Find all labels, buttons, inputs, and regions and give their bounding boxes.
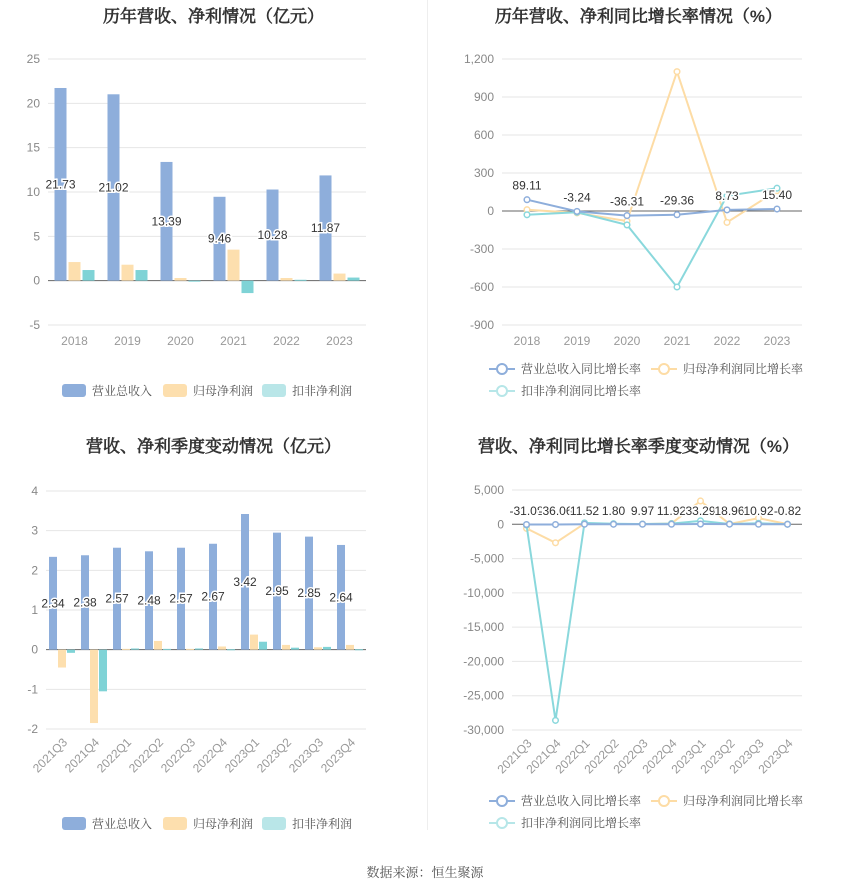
legend-item-revenue-growth[interactable] [489,792,641,809]
x-tick-label: 2023Q3 [286,735,327,776]
y-tick-label: 10 [26,185,40,199]
legend-label: 营业总收入同比增长率 [521,362,642,376]
y-tick-label: 15 [26,140,40,155]
bar [195,648,203,649]
data-label: -31.08 [509,504,544,518]
legend-item-deducted[interactable] [262,382,352,399]
legend [427,792,850,837]
legend-item-deducted-growth[interactable] [489,814,641,831]
y-tick-label: 300 [473,166,494,180]
data-label: 2.38 [73,595,97,610]
x-tick-label: 2019 [563,334,591,348]
quarterly-revenue-profit-panel [0,430,427,845]
x-tick-label: 2022Q2 [126,735,167,776]
y-tick-label: -25,000 [463,688,504,703]
legend-label: 营业总收入 [92,817,153,831]
x-tick-label: 2018 [513,334,541,348]
data-point [698,521,704,527]
data-point [524,522,530,528]
legend-swatch [262,384,286,397]
data-label: 8.73 [715,188,739,203]
legend-label: 扣非净利润同比增长率 [521,816,642,830]
bar [250,635,258,650]
bar [122,265,134,281]
annual-revenue-profit-panel [0,0,427,415]
data-source: 数据来源：恒生聚源 [366,865,484,880]
bar [99,650,107,692]
legend-swatch [489,362,515,376]
y-tick-label: -10,000 [463,585,504,600]
x-tick-label: 2023 [763,334,791,348]
bar [228,250,240,281]
x-tick-label: 2023Q2 [697,736,738,777]
x-tick-label: 2021 [663,334,691,348]
bar [348,278,360,281]
bar [154,641,162,650]
x-tick-label: 2022Q1 [94,735,135,776]
data-label: 11.52 [569,504,600,518]
data-point [724,220,730,226]
y-tick-label: -1 [27,682,38,697]
data-label: 9.46 [207,231,232,246]
legend-swatch [62,817,86,830]
series-line [527,521,788,721]
bar [282,645,290,650]
legend-swatch [163,817,187,830]
data-label: -29.36 [659,193,695,208]
data-point [674,212,680,218]
y-tick-label: 3 [31,523,38,538]
y-tick-label: 600 [473,128,494,142]
y-tick-label: 0 [31,642,38,657]
y-tick-label: 900 [473,90,494,104]
data-label: -36.31 [609,194,645,209]
data-label: 9.97 [630,504,655,518]
data-label: 2.34 [41,596,65,611]
x-tick-label: 2021Q4 [523,736,564,777]
y-tick-label: 2 [31,563,38,578]
bar [259,642,267,650]
data-point [774,206,780,212]
x-tick-label: 2022 [713,334,741,348]
data-label: 2.64 [329,590,353,605]
bar [323,647,331,650]
data-label: -36.06 [538,504,573,518]
data-point [553,540,559,546]
legend-item-deducted[interactable] [262,815,352,832]
data-label: 21.02 [98,180,129,195]
legend-item-revenue[interactable] [62,382,152,399]
legend-label: 扣非净利润 [292,384,353,398]
data-label: 11.87 [310,221,341,236]
legend-label: 归母净利润同比增长率 [683,362,804,376]
data-point [669,521,675,527]
data-label: 2.57 [105,591,129,606]
legend-item-revenue[interactable] [62,815,152,832]
x-tick-label: 2020 [167,334,194,348]
x-tick-label: 2021Q3 [30,735,71,776]
data-point [640,521,646,527]
legend [427,360,850,405]
annual-growth-panel [427,0,850,415]
y-tick-label: 1 [31,603,38,617]
x-tick-label: 2023Q2 [254,735,295,776]
bar [346,645,354,650]
legend-label: 归母净利润 [193,384,254,398]
bar [227,649,235,650]
data-label: 3.42 [233,574,257,589]
data-point [553,718,559,724]
legend-item-deducted-growth[interactable] [489,382,641,399]
x-tick-label: 2023Q3 [726,736,767,777]
legend-label: 营业总收入 [92,384,153,398]
bar [90,650,98,723]
legend-swatch [163,384,187,397]
x-tick-label: 2022Q1 [552,736,593,777]
data-point [727,521,733,527]
quarterly-bar-chart [0,430,427,800]
x-tick-label: 2020 [613,334,641,348]
bar [69,262,81,281]
data-point [574,209,580,215]
y-tick-label: -600 [469,280,494,294]
y-tick-label: -300 [469,242,494,256]
legend-swatch [489,384,515,398]
x-tick-label: 2019 [114,334,141,348]
bar [131,648,139,649]
data-point [524,197,530,203]
bar [291,648,299,650]
legend-label: 扣非净利润同比增长率 [521,384,642,398]
data-label: 2.67 [201,589,225,604]
y-tick-label: 20 [26,96,40,111]
y-tick-label: -15,000 [463,620,504,635]
annual-bar-chart [0,0,427,360]
legend-swatch [62,384,86,397]
bar [281,278,293,281]
legend-label: 归母净利润 [193,817,254,831]
data-label: 15.40 [761,188,793,203]
chart-title: 历年营收、净利同比增长率情况（%） [494,7,783,26]
legend [0,815,427,835]
bar [136,270,148,281]
legend-item-net-growth[interactable] [651,792,803,809]
data-label: 2.48 [137,593,161,608]
legend-label: 营业总收入同比增长率 [521,794,642,808]
bar [295,280,307,281]
data-point [611,521,617,527]
bar [175,278,187,281]
y-tick-label: 4 [31,484,38,498]
data-point [674,69,680,75]
x-tick-label: 2022Q3 [158,735,199,776]
x-tick-label: 2022Q2 [581,736,622,777]
data-label: 2.85 [297,586,321,601]
bar [355,649,363,650]
y-tick-label: -20,000 [463,654,504,669]
legend-item-net-profit[interactable] [163,815,253,832]
data-label: 18.96 [714,504,745,518]
y-tick-label: 1,200 [463,52,494,66]
bar [122,649,130,650]
data-label: 89.11 [512,178,542,193]
data-point [785,521,791,527]
x-tick-label: 2021Q4 [62,735,103,776]
data-label: 10.28 [257,228,288,243]
x-tick-label: 2018 [61,334,88,348]
data-label: 11.92 [656,504,687,518]
x-tick-label: 2022 [273,334,300,348]
legend [0,382,427,402]
bar [314,647,322,649]
data-point [553,522,559,528]
legend-label: 扣非净利润 [292,817,353,831]
legend-swatch [489,794,515,808]
y-tick-label: -5,000 [469,551,504,566]
data-label: 33.29 [685,504,716,518]
legend-swatch [651,362,677,376]
bar [67,650,75,653]
bar [58,650,66,668]
bar [242,281,254,293]
data-label: 10.92 [743,504,774,518]
data-point [582,521,588,527]
x-tick-label: 2023Q4 [318,735,359,776]
bar [218,646,226,649]
y-tick-label: -30,000 [463,723,504,737]
y-tick-label: 0 [33,273,40,288]
chart-title: 营收、净利季度变动情况（亿元） [86,437,341,456]
quarterly-growth-line-chart [427,430,850,790]
x-tick-label: 2023Q1 [222,735,263,776]
data-point [524,212,530,218]
legend-item-net-profit[interactable] [163,382,253,399]
annual-growth-line-chart [427,0,850,360]
data-point [698,498,704,504]
bar [163,649,171,650]
x-tick-label: 2023Q1 [668,736,709,777]
quarterly-growth-panel [427,430,850,845]
data-label: -0.82 [773,504,802,518]
y-tick-label: 0 [487,204,494,218]
y-tick-label: -5 [29,318,40,332]
data-point [724,207,730,213]
data-label: -3.24 [563,190,591,205]
legend-item-net-growth[interactable] [651,360,803,377]
x-tick-label: 2023Q4 [755,736,796,777]
bar [186,649,194,650]
y-tick-label: 5 [33,229,40,244]
legend-label: 归母净利润同比增长率 [683,794,804,808]
chart-title: 历年营收、净利情况（亿元） [103,7,324,26]
y-tick-label: 25 [26,52,40,66]
data-point [674,284,680,290]
bar [83,270,95,281]
data-label: 13.39 [151,214,182,229]
x-tick-label: 2022Q3 [610,736,651,777]
y-tick-label: -900 [469,318,494,332]
x-tick-label: 2021Q3 [494,736,535,777]
data-label: 2.95 [265,584,289,599]
legend-item-revenue-growth[interactable] [489,360,641,377]
data-point [624,213,630,219]
data-point [624,222,630,228]
legend-swatch [651,794,677,808]
y-tick-label: -2 [27,722,38,736]
legend-swatch [489,816,515,830]
data-label: 21.73 [45,177,76,192]
bar [189,281,201,282]
x-tick-label: 2021 [220,334,247,348]
chart-title: 营收、净利同比增长率季度变动情况（%） [477,437,800,456]
data-label: 2.57 [169,591,193,606]
x-tick-label: 2022Q4 [639,736,680,777]
y-tick-label: 0 [497,517,504,532]
x-tick-label: 2022Q4 [190,735,231,776]
y-tick-label: 5,000 [473,483,504,497]
data-point [756,521,762,527]
legend-swatch [262,817,286,830]
bar [334,274,346,281]
data-label: 1.80 [601,504,626,518]
x-tick-label: 2023 [326,334,353,348]
